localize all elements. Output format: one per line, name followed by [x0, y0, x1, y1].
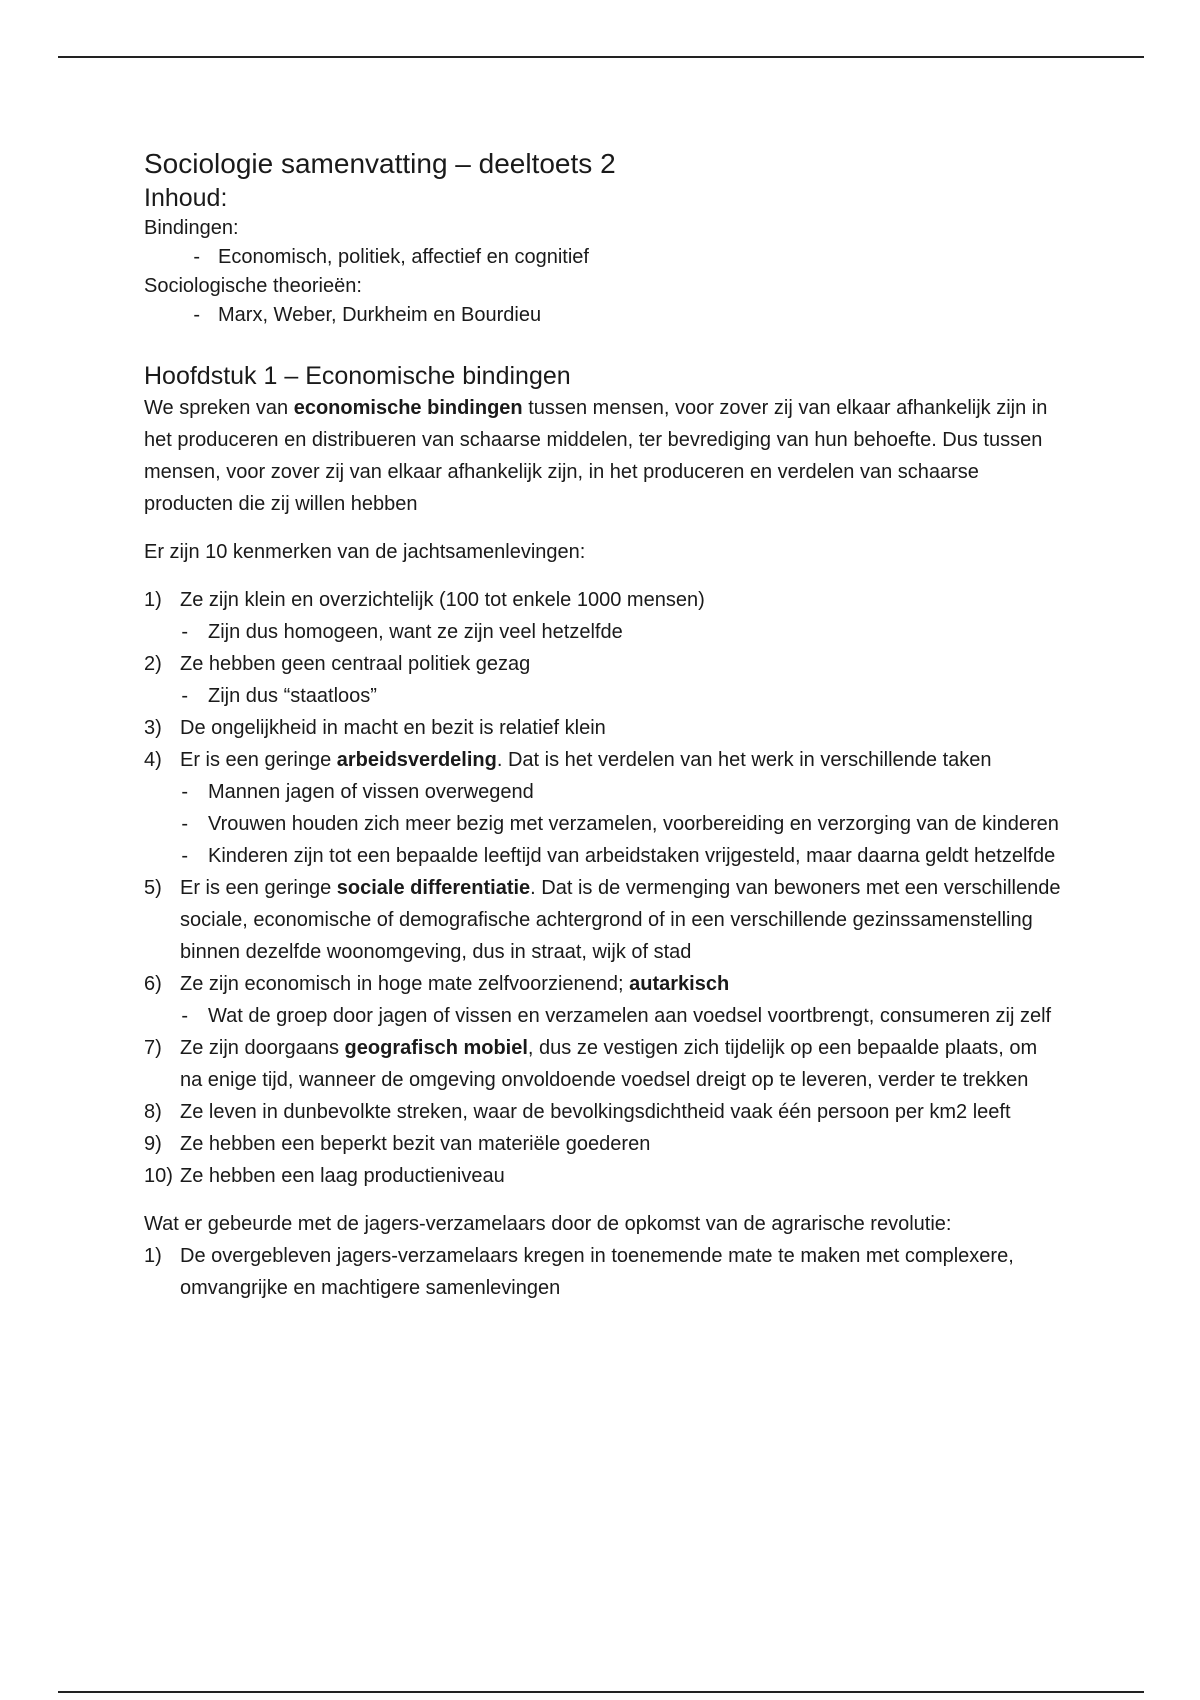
list-item: 2) Ze hebben geen centraal politiek gezag: [144, 653, 531, 675]
contents-label-bindingen: Bindingen:: [144, 217, 239, 239]
document-body: [144, 146, 1064, 1304]
list-item: 9) Ze hebben een beperkt bezit van materiële goederen: [144, 1133, 651, 1155]
top-rule: [58, 56, 1144, 58]
list-item: 10) Ze hebben een laag productieniveau: [144, 1165, 505, 1187]
list-item: 1) Ze zijn klein en overzichtelijk (100 tot enkele 1000 mensen): [144, 589, 705, 611]
document-title: Sociologie samenvatting – deeltoets 2: [144, 148, 616, 179]
list-item: 1) De overgebleven jagers-verzamelaars kregen in toenemende mate te maken met complexere, omvangrijke en machtigere samenlevingen: [144, 1245, 1014, 1299]
list-item: 3) De ongelijkheid in macht en bezit is relatief klein: [144, 717, 606, 739]
list-item: 5) Er is een geringe sociale differentiatie. Dat is de vermenging van bewoners met een verschillende sociale, economische of demografische achtergrond of in een verschillende gezinssamenstelling binnen dezelfde woonomgeving, dus in straat, wijk of stad: [144, 877, 1061, 963]
bottom-rule: [58, 1691, 1144, 1693]
revolution-list: [144, 1240, 1064, 1304]
list-intro: Er zijn 10 kenmerken van de jachtsamenlevingen:: [144, 541, 586, 563]
contents-item: - Marx, Weber, Durkheim en Bourdieu: [193, 304, 542, 326]
list-item: 6) Ze zijn economisch in hoge mate zelfvoorzienend; autarkisch: [144, 973, 730, 995]
sub-list-item: - Zijn dus homogeen, want ze zijn veel hetzelfde: [181, 621, 623, 643]
chapter-intro-paragraph: We spreken van economische bindingen tussen mensen, voor zover zij van elkaar afhankelijk zijn in het produceren en distribueren van schaarse middelen, ter bevrediging van hun behoefte. Dus tussen mensen, voor zover zij van elkaar afhankelijk zijn, in het produceren en verdelen van schaarse producten die zij willen hebben: [144, 397, 1048, 515]
sub-list-item: - Vrouwen houden zich meer bezig met verzamelen, voorbereiding en verzorging van de kinderen: [181, 813, 1059, 835]
contents-label-theorieen: Sociologische theorieën:: [144, 275, 362, 297]
contents-item: - Economisch, politiek, affectief en cognitief: [193, 246, 589, 268]
chapter-heading: Hoofdstuk 1 – Economische bindingen: [144, 362, 571, 390]
list-item: 7) Ze zijn doorgaans geografisch mobiel, dus ze vestigen zich tijdelijk op een bepaalde plaats, om na enige tijd, wanneer de omgeving onvoldoende voedsel dreigt op te leveren, verder te trekken: [144, 1037, 1038, 1091]
sub-list-item: - Mannen jagen of vissen overwegend: [181, 781, 534, 803]
sub-list-item: - Zijn dus “staatloos”: [181, 685, 377, 707]
contents-heading: Inhoud:: [144, 184, 228, 212]
list-item: 8) Ze leven in dunbevolkte streken, waar de bevolkingsdichtheid vaak één persoon per km2 leeft: [144, 1101, 1011, 1123]
list-item: 4) Er is een geringe arbeidsverdeling. Dat is het verdelen van het werk in verschillende taken: [144, 749, 992, 771]
characteristics-list: [144, 584, 1064, 1192]
sub-list-item: - Wat de groep door jagen of vissen en verzamelen aan voedsel voortbrengt, consumeren zij zelf: [181, 1005, 1052, 1027]
revolution-intro: Wat er gebeurde met de jagers-verzamelaars door de opkomst van de agrarische revolutie:: [144, 1213, 952, 1235]
sub-list-item: - Kinderen zijn tot een bepaalde leeftijd van arbeidstaken vrijgesteld, maar daarna geldt hetzelfde: [181, 845, 1056, 867]
